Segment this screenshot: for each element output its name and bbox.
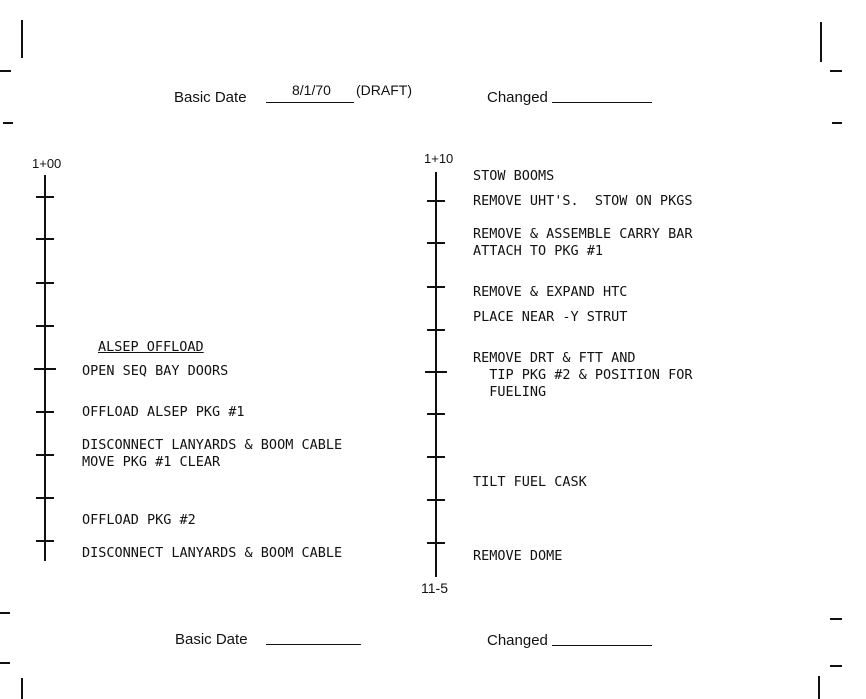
left-tick (36, 325, 54, 327)
crop-mark-bottom-left (21, 678, 23, 699)
left-tick (36, 282, 54, 284)
footer-changed-underline (552, 645, 652, 646)
left-tick (36, 196, 54, 198)
right-step: REMOVE UHT'S. STOW ON PKGS (473, 193, 693, 209)
right-step: PLACE NEAR -Y STRUT (473, 309, 628, 325)
right-tick (427, 456, 445, 458)
crop-mark-right-1 (830, 70, 842, 72)
right-timeline-axis (435, 172, 437, 577)
footer-changed-label: Changed (487, 632, 548, 649)
right-time-label: 1+10 (424, 151, 454, 166)
left-tick (36, 497, 54, 499)
left-step: DISCONNECT LANYARDS & BOOM CABLE MOVE PKG #1 CLEAR (82, 437, 343, 470)
basic-date-label: Basic Date (174, 89, 247, 106)
left-step: OPEN SEQ BAY DOORS (82, 363, 229, 379)
left-tick (36, 238, 54, 240)
right-step: REMOVE & EXPAND HTC (473, 284, 628, 300)
section-title: ALSEP OFFLOAD (98, 339, 204, 355)
crop-mark-top-right (820, 22, 822, 62)
draft-note: (DRAFT) (356, 82, 412, 98)
right-tick (427, 286, 445, 288)
changed-label: Changed (487, 89, 548, 106)
left-tick (36, 411, 54, 413)
footer-basic-date-underline (266, 644, 361, 645)
right-step: REMOVE DRT & FTT AND TIP PKG #2 & POSITION FOR FUELING (473, 350, 693, 400)
crop-mark-left-2 (3, 122, 13, 124)
left-tick (36, 540, 54, 542)
left-step: OFFLOAD PKG #2 (82, 512, 196, 528)
left-tick (34, 368, 56, 370)
crop-mark-right-2 (832, 122, 842, 124)
left-step: DISCONNECT LANYARDS & BOOM CABLE (82, 545, 343, 561)
basic-date-underline (266, 102, 354, 103)
right-step: REMOVE & ASSEMBLE CARRY BAR ATTACH TO PKG #1 (473, 226, 693, 259)
right-tick (427, 200, 445, 202)
right-tick (427, 499, 445, 501)
crop-mark-right-4 (830, 665, 842, 667)
changed-underline (552, 102, 652, 103)
right-tick (427, 329, 445, 331)
crop-mark-left-1 (0, 70, 11, 72)
crop-mark-left-4 (0, 662, 10, 664)
left-step: OFFLOAD ALSEP PKG #1 (82, 404, 245, 420)
right-step: STOW BOOMS (473, 168, 555, 184)
crop-mark-left-3 (0, 612, 10, 614)
crop-mark-right-3 (830, 618, 842, 620)
crop-mark-top-left (21, 20, 23, 58)
right-step: TILT FUEL CASK (473, 474, 587, 490)
right-tick (427, 413, 445, 415)
right-step: REMOVE DOME (473, 548, 563, 564)
left-tick (36, 454, 54, 456)
basic-date-value: 8/1/70 (292, 82, 331, 98)
crop-mark-bottom-right (818, 676, 820, 699)
right-tick (427, 242, 445, 244)
right-tick (427, 542, 445, 544)
left-time-label: 1+00 (32, 156, 62, 171)
footer-basic-date-label: Basic Date (175, 631, 248, 648)
page-number: 11-5 (421, 580, 448, 596)
right-tick (425, 371, 447, 373)
